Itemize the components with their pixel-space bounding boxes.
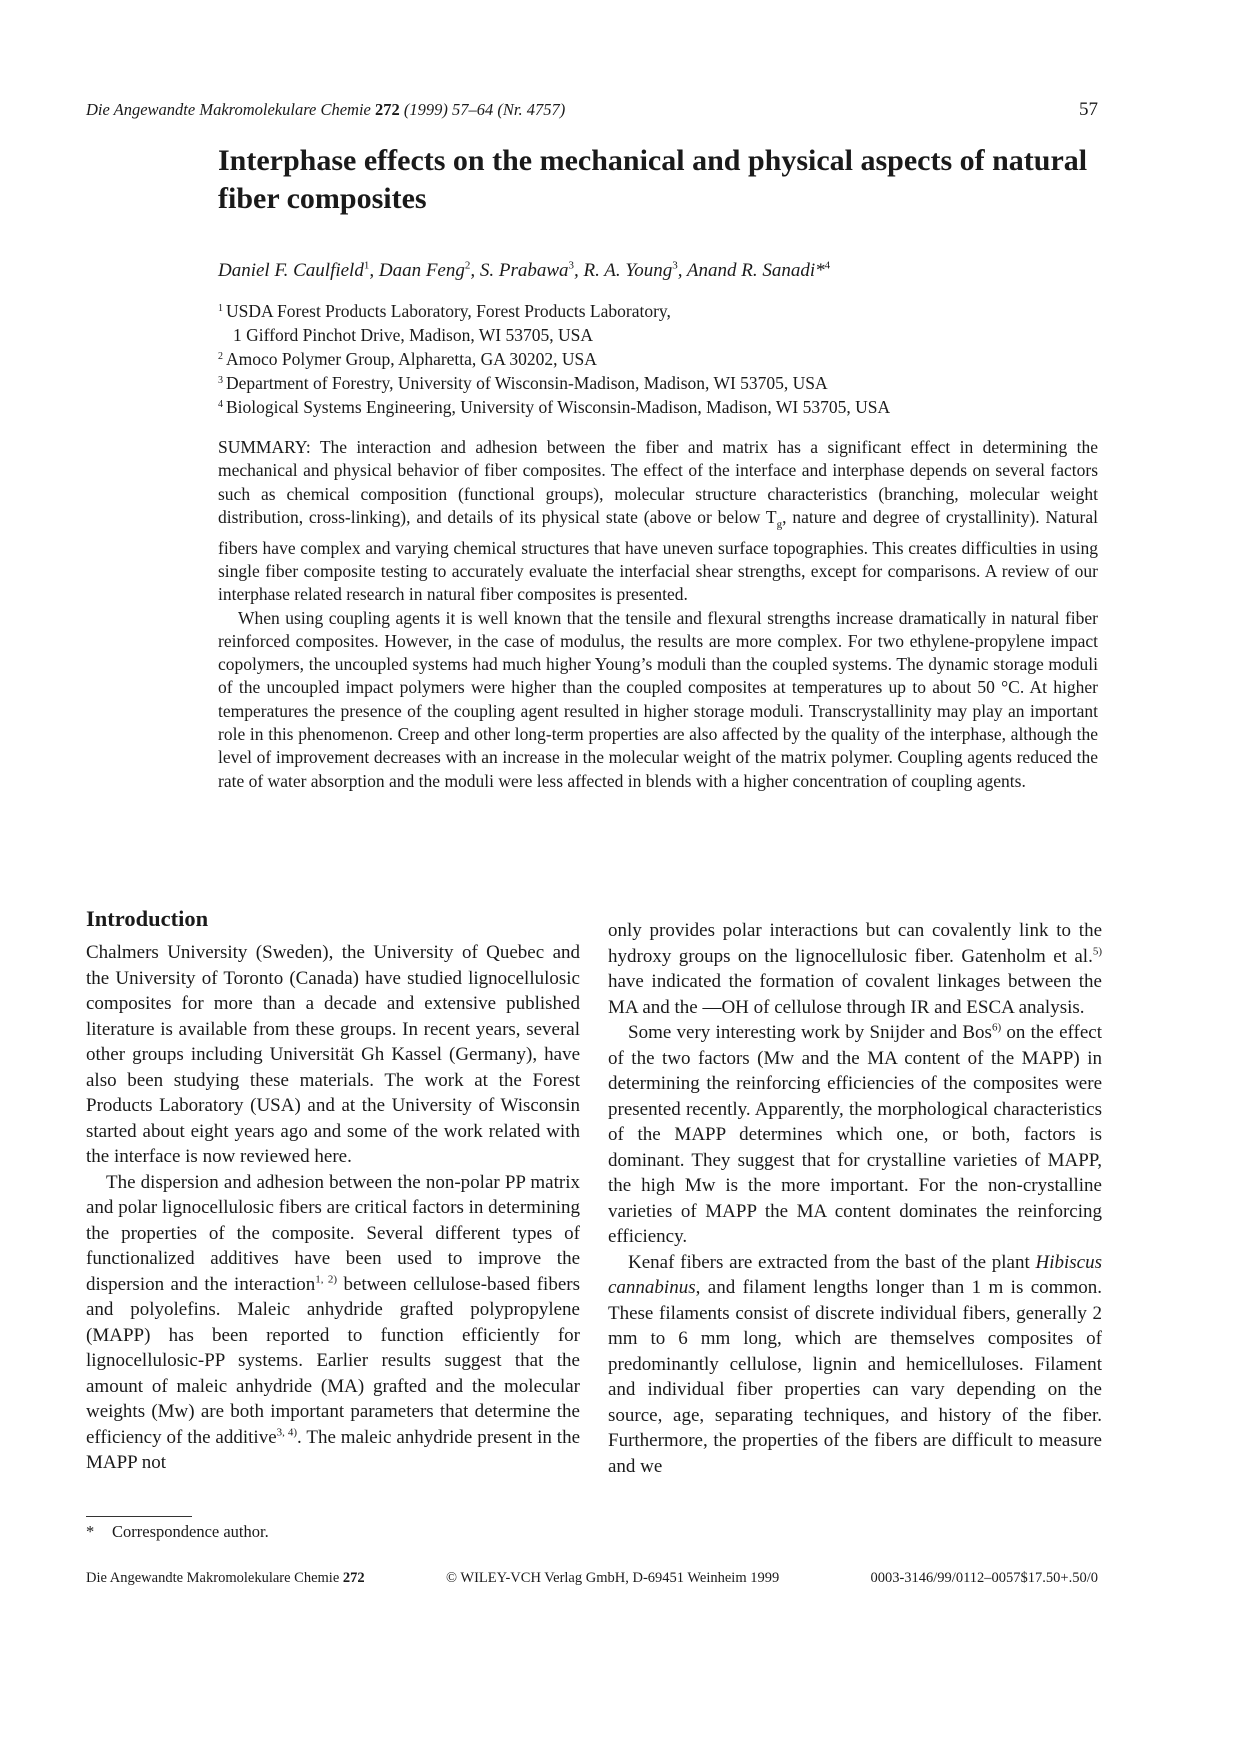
- page-number: 57: [1079, 99, 1098, 120]
- affiliation: $^2$ Amoco Polymer Group, Alpharetta, GA 30202, USA: [218, 349, 597, 369]
- summary-paragraph: When using coupling agents it is well known that the tensile and flexural strengths increase dramatically in natural fiber reinforced composites. However, in the case of modulus, the results are more complex. For two ethylene-propylene impact copolymers, the uncoupled systems had much higher Young’s moduli than the coupled systems. The dynamic storage moduli of the uncoupled impact polymers were higher than the coupled composites at temperatures up to about 50 °C. At higher temperatures the presence of the coupling agent resulted in higher storage moduli. Transcrystallinity may play an important role in this phenomenon. Creep and other long-term properties are also affected by the quality of the interphase, although the level of improvement decreases with an increase in the molecular weight of the matrix polymer. Coupling agents reduced the rate of water absorption and the moduli were less affected in blends with a higher concentration of coupling agents.: [218, 607, 1098, 791]
- affiliation: $^4$ Biological Systems Engineering, University of Wisconsin-Madison, Madison, WI 53705, USA: [218, 397, 891, 417]
- footnote-text: Correspondence author.: [112, 1522, 269, 1541]
- body-paragraph: Chalmers University (Sweden), the University of Quebec and the University of Toronto (Canada) have studied lignocellulosic composites for more than a decade and extensive published literature is available from these groups. In recent years, several other groups including Universität Gh Kassel (Germany), have also been studying these materials. The work at the Forest Products Laboratory (USA) and at the University of Wisconsin started about eight years ago and some of the work related with the interface is now reviewed here.: [86, 942, 580, 1167]
- affiliation: $^3$ Department of Forestry, University of Wisconsin-Madison, Madison, WI 53705, USA: [218, 373, 828, 393]
- summary-paragraph: SUMMARY: The interaction and adhesion between the fiber and matrix has a significant effect in determining the mechanical and physical behavior of fiber composites. The effect of the interface and interphase depends on several factors such as chemical composition (functional groups), molecular structure characteristics (branching, molecular weight distribution, cross-linking), and details of its physical state (above or below $T_g$, nature and degree of crystallinity). Natural fibers have complex and varying chemical structures that have uneven surface topographies. This creates difficulties in using single fiber composite testing to accurately evaluate the interfacial shear strengths, except for comparisons. A review of our interphase related research in natural fiber composites is presented.: [218, 437, 1098, 605]
- footer-journal: Die Angewandte Makromolekulare Chemie 272: [86, 1570, 365, 1586]
- affiliation: 1 Gifford Pinchot Drive, Madison, WI 53705, USA: [233, 325, 594, 345]
- author: R. A. Young$^3$,: [583, 260, 687, 282]
- author: Anand R. Sanadi*$^4$: [686, 260, 831, 282]
- footnote-rule: [86, 1516, 192, 1517]
- footer-copyright: © WILEY-VCH Verlag GmbH, D-69451 Weinheim 1999: [446, 1570, 780, 1586]
- footnote-mark: *: [86, 1522, 95, 1541]
- section-heading: Introduction: [86, 906, 209, 931]
- author: Daan Feng$^2$,: [378, 260, 480, 282]
- right-column: [608, 918, 1102, 1479]
- body-paragraph: The dispersion and adhesion between the non-polar PP matrix and polar lignocellulosic fibers are critical factors in determining the properties of the composite. Several different types of functionalized additives have been used to improve the dispersion and the interaction$^{1, 2)}$ between cellulose-based fibers and polyolefins. Maleic anhydride grafted polypropylene (MAPP) has been reported to function efficiently for lignocellulosic-PP systems. Earlier results suggest that the amount of maleic anhydride (MA) grafted and the molecular weights (Mw) are both important parameters that determine the efficiency of the additive$^{3, 4)}$. The maleic anhydride present in the MAPP not: [86, 1171, 580, 1473]
- affiliation: $^1$ USDA Forest Products Laboratory, Forest Products Laboratory,: [218, 301, 671, 321]
- summary: [218, 436, 1098, 793]
- footer-code: 0003-3146/99/0112–0057$17.50+.50/0: [870, 1570, 1098, 1586]
- running-head: [86, 100, 1098, 120]
- body-paragraph: Kenaf fibers are extracted from the bast of the plant Hibiscus cannabinus, and filament lengths longer than 1 m is common. These filaments consist of discrete individual fibers, generally 2 mm to 6 mm long, which are themselves composites of predominantly cellulose, lignin and hemicelluloses. Filament and individual fiber properties can vary depending on the source, age, separating techniques, and history of the fiber. Furthermore, the properties of the fibers are difficult to measure and we: [608, 1251, 1102, 1477]
- body-paragraph: Some very interesting work by Snijder and Bos$^{6)}$ on the effect of the two factors (Mw and the MA content of the MAPP) in determining the reinforcing efficiencies of the composites were presented recently. Apparently, the morphological characteristics of the MAPP determines which one, or both, factors is dominant. They suggest that for crystalline varieties of MAPP, the high Mw is the more important. For the non-crystalline varieties of MAPP the MA content dominates the reinforcing efficiency.: [608, 1021, 1102, 1247]
- body-paragraph: only provides polar interactions but can covalently link to the hydroxy groups on the lignocellulosic fiber. Gatenholm et al.$^{5)}$ have indicated the formation of covalent linkages between the MA and the —OH of cellulose through IR and ESCA analysis.: [608, 920, 1102, 1018]
- journal-details: (1999) 57–64 (Nr. 4757): [403, 100, 566, 119]
- footnote: [86, 1522, 269, 1542]
- author-list: [218, 260, 1118, 282]
- journal-name: Die Angewandte Makromolekulare Chemie: [86, 100, 371, 119]
- left-column: [86, 905, 580, 1476]
- affiliations: [218, 298, 1118, 418]
- paper-title: Interphase effects on the mechanical and physical aspects of natural fiber composites: [218, 144, 1088, 215]
- author: Daniel F. Caulfield$^1$,: [218, 260, 379, 282]
- journal-volume: 272: [374, 100, 400, 119]
- author: S. Prabawa$^3$,: [479, 260, 584, 282]
